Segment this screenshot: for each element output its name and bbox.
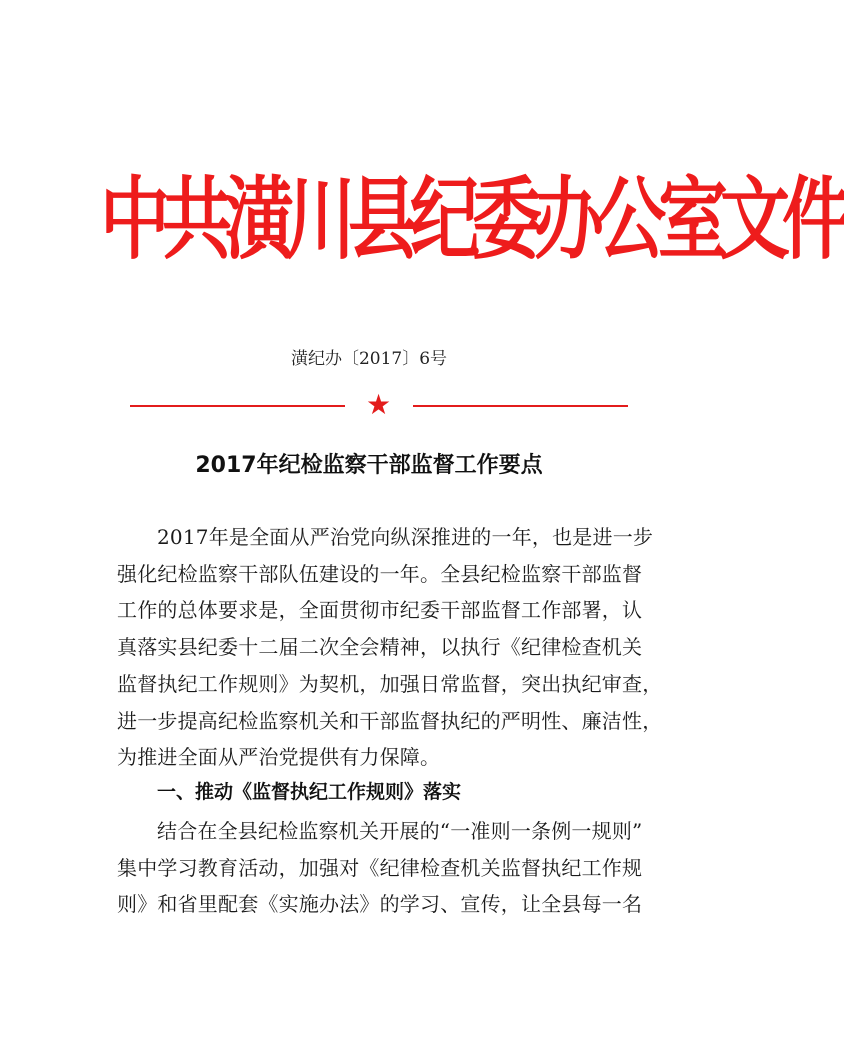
paragraph-line: 为推进全面从严治党提供有力保障。 — [117, 745, 441, 770]
divider-line-right — [413, 405, 628, 407]
paragraph-line: 强化纪检监察干部队伍建设的一年。全县纪检监察干部监督 — [117, 561, 643, 586]
red-header-title: 中共潢川县纪委办公室文件 — [100, 167, 844, 273]
red-divider — [130, 388, 628, 421]
paragraph-line: 集中学习教育活动，加强对《纪律检查机关监督执纪工作规 — [117, 855, 643, 880]
document-title: 2017年纪检监察干部监督工作要点 — [195, 453, 543, 478]
paragraph-line: 真落实县纪委十二届二次全会精神，以执行《纪律检查机关 — [117, 635, 643, 660]
paragraph-line: 监督执纪工作规则》为契机，加强日常监督，突出执纪审查， — [117, 671, 663, 696]
document-number: 潢纪办〔2017〕6号 — [290, 349, 448, 369]
paragraph-line: 工作的总体要求是，全面贯彻市纪委干部监督工作部署，认 — [117, 598, 643, 623]
paragraph-line: 则》和省里配套《实施办法》的学习、宣传，让全县每一名 — [117, 892, 643, 917]
paragraph-line: 结合在全县纪检监察机关开展的“一准则一条例一规则” — [157, 819, 643, 843]
star-icon: ★ — [366, 388, 392, 421]
paragraph-intro — [117, 519, 663, 776]
paragraph-line: 进一步提高纪检监察机关和干部监督执纪的严明性、廉洁性， — [117, 708, 663, 733]
paragraph-section1 — [117, 813, 647, 923]
paragraph-line: 2017年是全面从严治党向纵深推进的一年，也是进一步 — [157, 525, 654, 549]
section-heading: 一、推动《监督执纪工作规则》落实 — [157, 781, 462, 803]
divider-line-left — [130, 405, 345, 407]
